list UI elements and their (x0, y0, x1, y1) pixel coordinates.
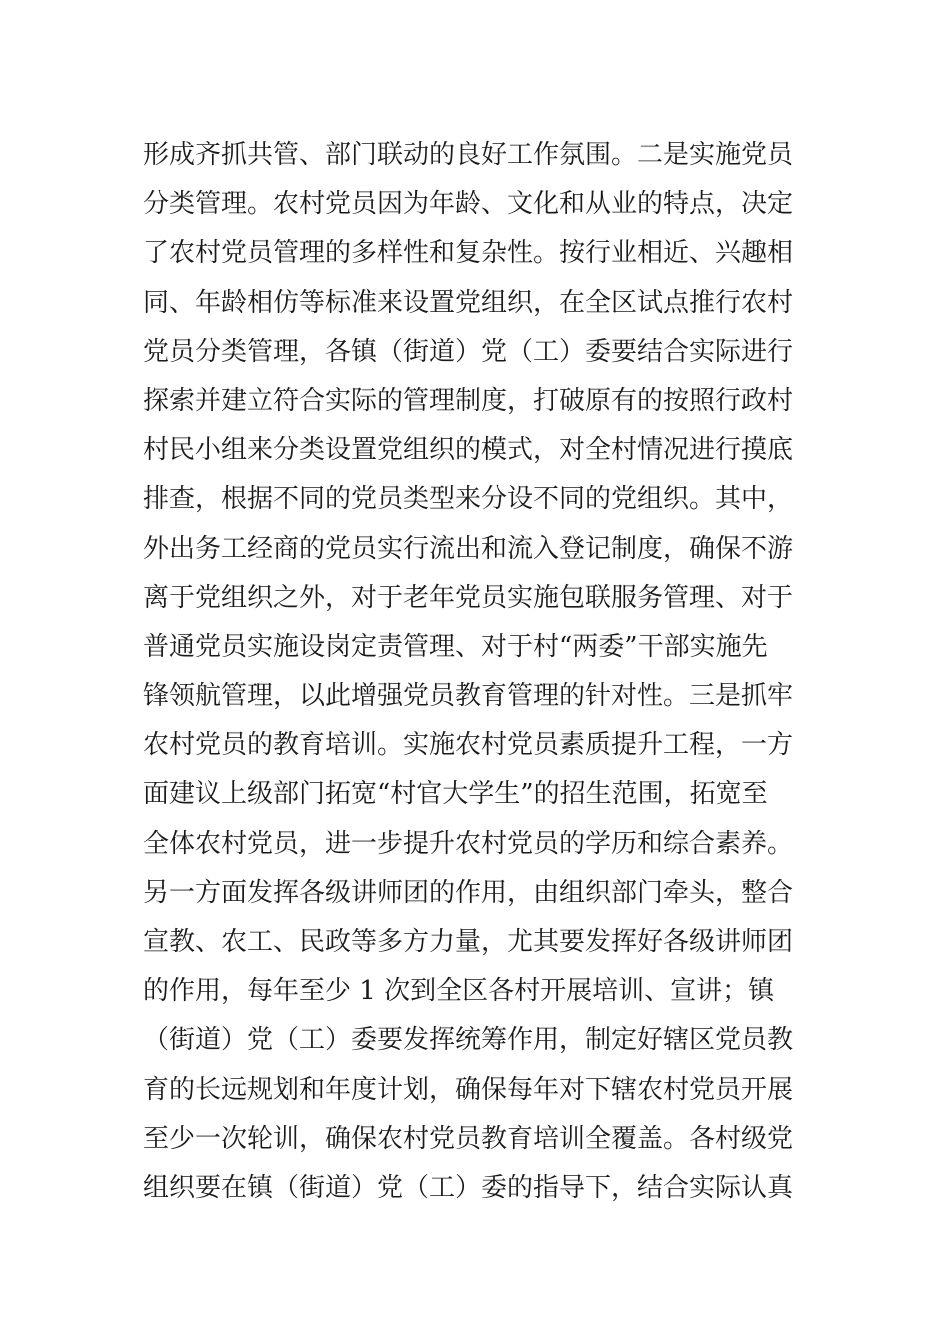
text-line: 面建议上级部门拓宽“村官大学生”的招生范围，拓宽至 (143, 779, 768, 810)
text-line: 全体农村党员，进一步提升农村党员的学历和综合素养。 (143, 828, 794, 859)
text-line: 外出务工经商的党员实行流出和流入登记制度，确保不游 (143, 533, 794, 564)
text-line: 农村党员的教育培训。实施农村党员素质提升工程，一方 (143, 730, 794, 761)
text-line: 宣教、农工、民政等多方力量，尤其要发挥好各级讲师团 (143, 927, 794, 957)
text-line: 同、年龄相仿等标准来设置党组织，在全区试点推行农村 (143, 287, 794, 318)
text-line: 分类管理。农村党员因为年龄、文化和从业的特点，决定 (143, 189, 794, 220)
text-line: 的作用，每年至少 1 次到全区各村开展培训、宣讲；镇 (143, 976, 775, 1007)
text-line: 育的长远规划和年度计划，确保每年对下辖农村党员开展 (143, 1074, 794, 1105)
text-line: 排查，根据不同的党员类型来分设不同的党组织。其中， (143, 484, 794, 515)
text-line: 离于党组织之外，对于老年党员实施包联服务管理、对于 (143, 582, 794, 613)
text-line: 形成齐抓共管、部门联动的良好工作氛围。二是实施党员 (143, 140, 794, 170)
text-line: 探索并建立符合实际的管理制度，打破原有的按照行政村 (143, 385, 794, 416)
text-line: 党员分类管理，各镇（街道）党（工）委要结合实际进行 (143, 336, 794, 367)
text-line: 普通党员实施设岗定责管理、对于村“两委”干部实施先 (143, 631, 768, 662)
text-line: 至少一次轮训，确保农村党员教育培训全覆盖。各村级党 (143, 1123, 794, 1154)
text-line: 另一方面发挥各级讲师团的作用，由组织部门牵头，整合 (143, 877, 794, 908)
body-text (143, 131, 823, 1213)
text-line: （街道）党（工）委要发挥统筹作用，制定好辖区党员教 (143, 1025, 794, 1056)
text-line: 了农村党员管理的多样性和复杂性。按行业相近、兴趣相 (143, 238, 794, 269)
text-line: 村民小组来分类设置党组织的模式，对全村情况进行摸底 (143, 435, 794, 466)
text-line: 锋领航管理，以此增强党员教育管理的针对性。三是抓牢 (143, 681, 794, 712)
text-line: 组织要在镇（街道）党（工）委的指导下，结合实际认真 (143, 1172, 794, 1203)
